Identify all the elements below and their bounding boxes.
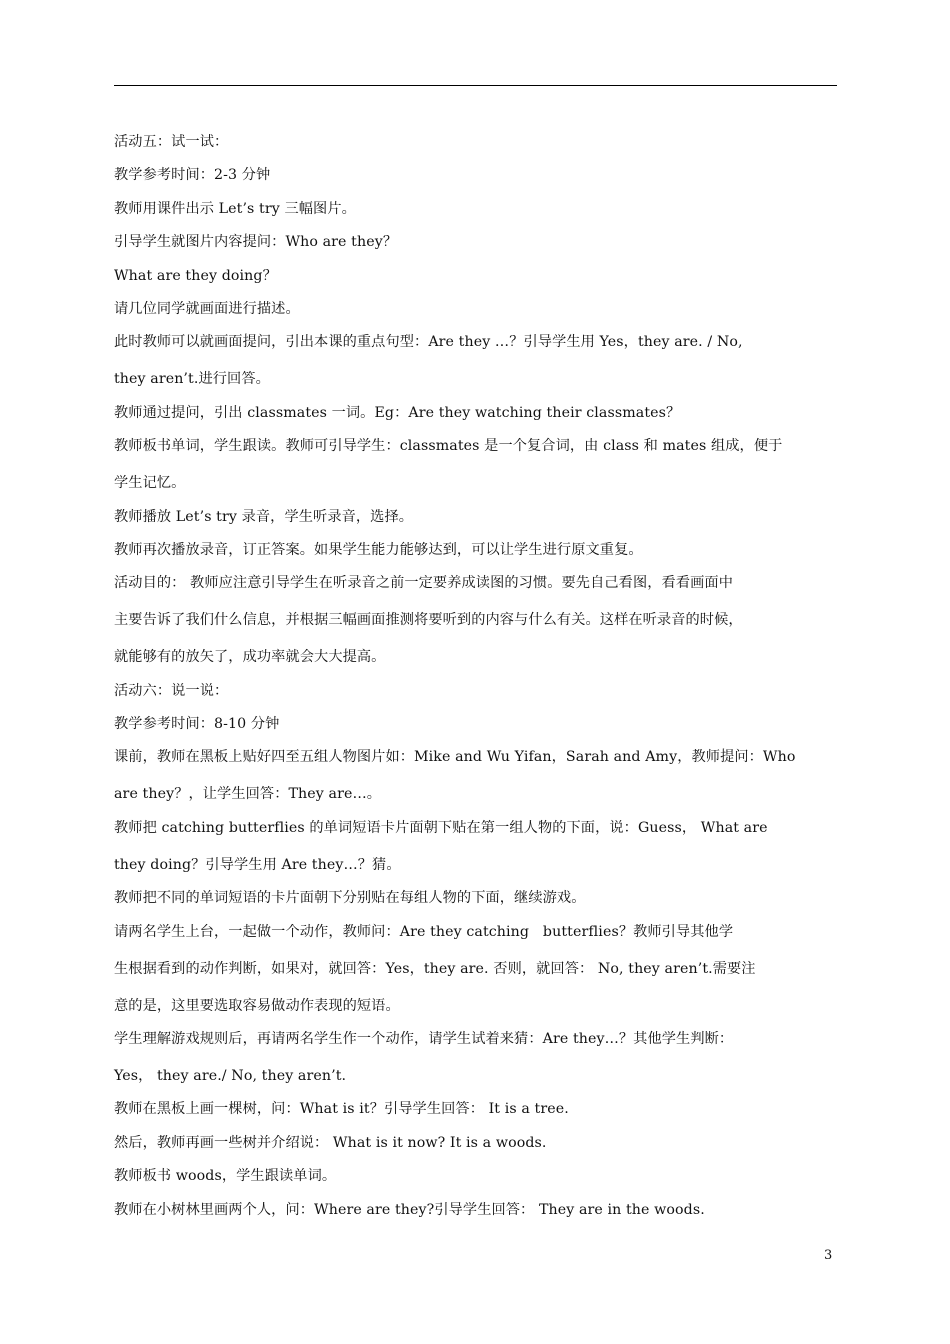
text-line: they aren’t.进行回答。 (114, 371, 270, 388)
text-line: 教师通过提问，引出 classmates 一词。Eg：Are they watching their classmates？ (114, 404, 681, 421)
text-line: 学生记忆。 (114, 475, 186, 492)
text-line: What are they doing？ (114, 267, 277, 284)
text-line: they doing？引导学生用 Are they…？猜。 (114, 856, 401, 873)
text-line: 教师用课件出示 Let’s try 三幅图片。 (114, 200, 356, 217)
text-line: 主要告诉了我们什么信息，并根据三幅画面推测将要听到的内容与什么有关。这样在听录音的时候， (114, 612, 743, 629)
text-line: 教师播放 Let’s try 录音，学生听录音，选择。 (114, 508, 414, 525)
activity-5-heading: 活动五：试一试： (114, 134, 229, 150)
text-line: 教师在小树林里画两个人，问：Where are they?引导学生回答： They are in the woods. (114, 1201, 705, 1218)
text-line: 教师把不同的单词短语的卡片面朝下分别贴在每组人物的下面，继续游戏。 (114, 890, 586, 907)
page-number: 3 (824, 1248, 833, 1263)
text-line: 教师再次播放录音，订正答案。如果学生能力能够达到，可以让学生进行原文重复。 (114, 541, 643, 558)
text-line: 生根据看到的动作判断，如果对，就回答：Yes，they are. 否则，就回答： No, they aren’t.需要注 (114, 960, 756, 977)
text-line: 学生理解游戏规则后，再请两名学生作一个动作，请学生试着来猜：Are they…？其他学生判断： (114, 1031, 734, 1048)
text-line: 教师在黑板上画一棵树，问：What is it？引导学生回答： It is a tree. (114, 1101, 569, 1118)
text-line: 课前，教师在黑板上贴好四至五组人物图片如：Mike and Wu Yifan，Sarah and Amy，教师提问：Who (114, 749, 796, 766)
text-line: are they？，让学生回答：They are…。 (114, 786, 382, 803)
text-line: 教学参考时间：2-3 分钟 (114, 167, 271, 184)
activity-6-heading: 活动六：说一说： (114, 682, 229, 699)
text-line: 就能够有的放矢了，成功率就会大大提高。 (114, 649, 386, 666)
text-line: 然后，教师再画一些树并介绍说： What is it now? It is a woods. (114, 1134, 547, 1151)
text-line: 意的是，这里要选取容易做动作表现的短语。 (114, 997, 400, 1014)
activity-purpose-line: 活动目的： 教师应注意引导学生在听录音之前一定要养成读图的习惯。要先自己看图，看看画面中 (114, 575, 733, 592)
text-line: 教学参考时间：8-10 分钟 (114, 716, 280, 733)
header-rule (114, 85, 837, 86)
text-line: 教师把 catching butterflies 的单词短语卡片面朝下贴在第一组人物的下面，说：Guess， What are (114, 819, 768, 836)
document-body (114, 126, 839, 1227)
text-line: 请几位同学就画面进行描述。 (114, 300, 300, 317)
text-line: 引导学生就图片内容提问：Who are they？ (114, 234, 398, 251)
text-line: 请两名学生上台，一起做一个动作，教师问：Are they catching butterflies？教师引导其他学 (114, 923, 734, 940)
text-line: 教师板书单词，学生跟读。教师可引导学生：classmates 是一个复合词，由 class 和 mates 组成，便于 (114, 438, 783, 455)
text-line: 教师板书 woods，学生跟读单词。 (114, 1168, 337, 1185)
text-line: 此时教师可以就画面提问，引出本课的重点句型：Are they …？引导学生用 Yes，they are. / No, (114, 334, 743, 351)
text-line: Yes， they are./ No, they aren’t. (114, 1068, 347, 1085)
